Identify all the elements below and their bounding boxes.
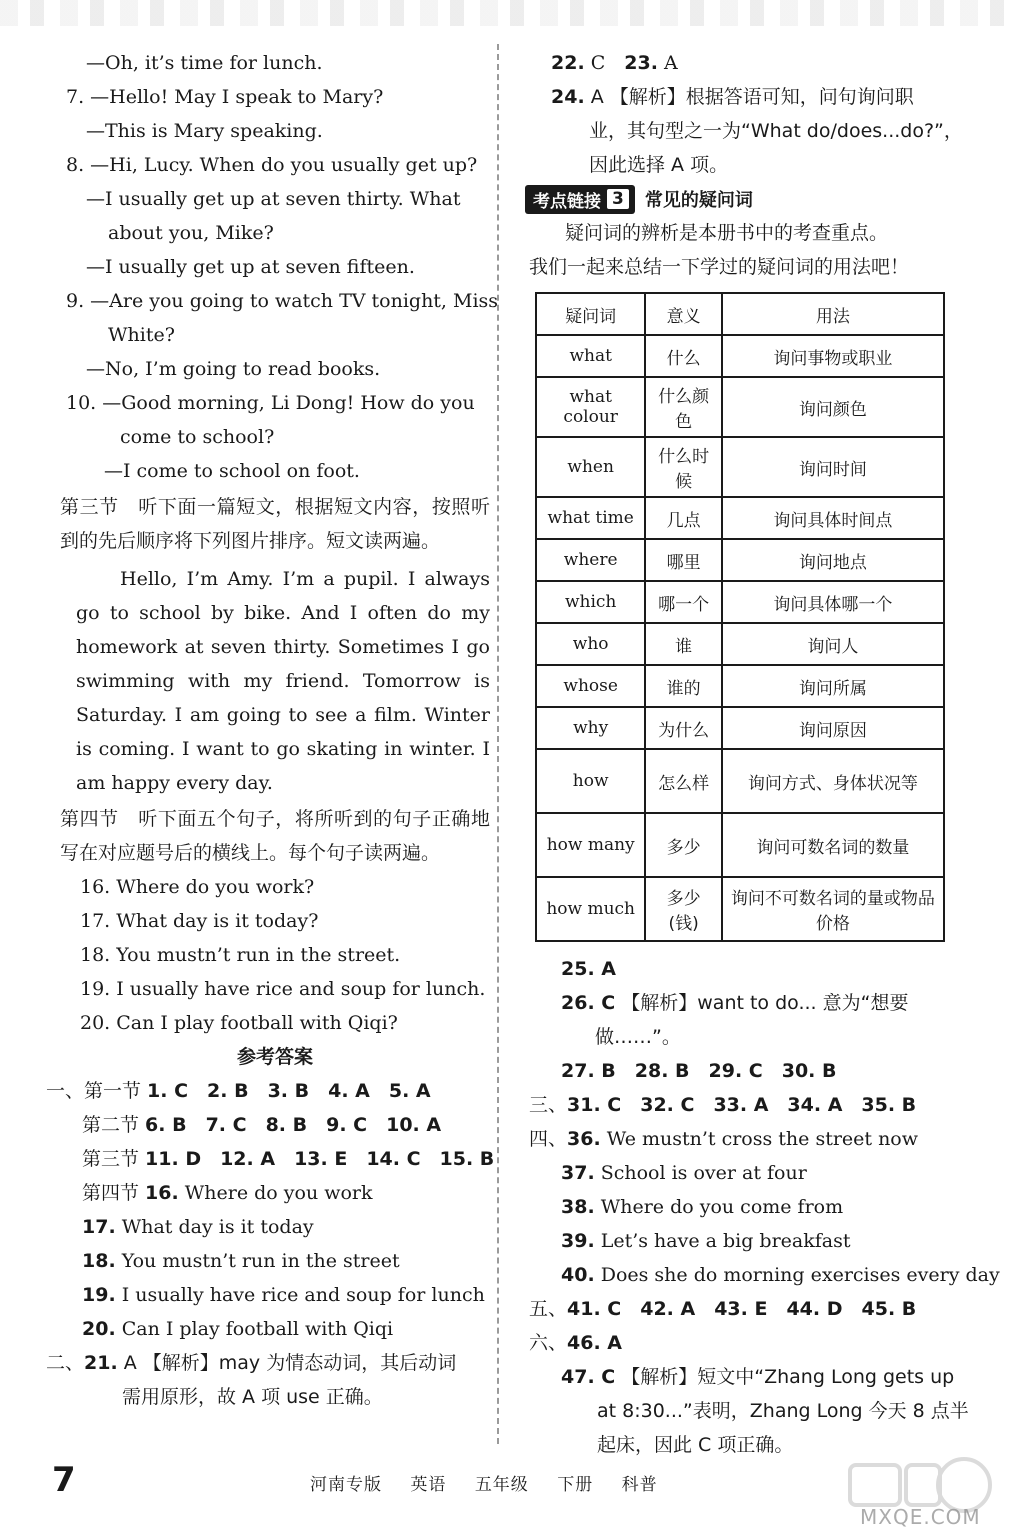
table-cell: 询问颜色 [722, 377, 944, 437]
answer-row: 一、第一节 1. C 2. B 3. B 4. A 5. A [46, 1080, 431, 1102]
watermark-text: MXQE.COM [860, 1505, 981, 1529]
answer-row: 起床，因此 C 项正确。 [597, 1434, 794, 1456]
table-cell: who [536, 623, 645, 665]
key-point-header [525, 182, 975, 216]
table-cell: 谁的 [645, 665, 721, 707]
answer-row: 24. A 【解析】根据答语可知，问句询问职 [551, 86, 914, 108]
dialogue-line: 7. —Hello! May I speak to Mary? [66, 86, 384, 108]
table-row [536, 813, 944, 877]
table-cell: how much [536, 877, 645, 941]
table-cell: 什么时候 [645, 437, 721, 497]
answer-row: 六、46. A [529, 1332, 622, 1354]
table-row [536, 581, 944, 623]
dialogue-line: 8. —Hi, Lucy. When do you usually get up? [66, 154, 478, 176]
table-header: 用法 [722, 293, 944, 335]
answer-row: 20. Can I play football with Qiqi [82, 1318, 394, 1340]
intro-text: 我们一起来总结一下学过的疑问词的用法吧！ [529, 256, 910, 278]
table-cell: 询问时间 [722, 437, 944, 497]
question-words-table [535, 292, 945, 942]
section-4-instruction: 第四节 听下面五个句子，将所听到的句子正确地写在对应题号后的横线上。每个句子读两遍。 [60, 808, 490, 864]
sentence-item: 19. I usually have rice and soup for lunch. [80, 978, 486, 1000]
table-cell: 询问方式、身体状况等 [722, 749, 944, 813]
dialogue-line: —I come to school on foot. [104, 460, 360, 482]
dialogue-line: —No, I’m going to read books. [86, 358, 381, 380]
section-3-instruction: 第三节 听下面一篇短文，根据短文内容，按照听到的先后顺序将下列图片排序。短文读两遍。 [60, 496, 490, 552]
answer-row: 二、21. A 【解析】may 为情态动词，其后动词 [46, 1352, 457, 1374]
answer-row: 39. Let’s have a big breakfast [561, 1230, 851, 1252]
table-cell: 哪一个 [645, 581, 721, 623]
table-cell: 为什么 [645, 707, 721, 749]
answer-row: 22. C 23. A [551, 52, 678, 74]
answers-title: 参考答案 [236, 1046, 313, 1068]
dialogue-line: 10. —Good morning, Li Dong! How do you [66, 392, 475, 414]
answer-row: 18. You mustn’t run in the street [82, 1250, 400, 1272]
column-divider [497, 44, 499, 1444]
footer-edition: 河南专版 [310, 1475, 382, 1495]
left-column [46, 46, 499, 1414]
answer-row: 27. B 28. B 29. C 30. B [561, 1060, 837, 1082]
sentence-item: 18. You mustn’t run in the street. [80, 944, 401, 966]
listening-passage: Hello, I’m Amy. I’m a pupil. I always go to school by bike. And I often do my homework at seven thirty. Sometimes I go swimming with my friend. Tomorrow is Saturday. I am going to see a film. Winter is coming. I want to go skating in winter. I am happy every day. [76, 568, 490, 794]
footer-publisher: 科普 [621, 1475, 658, 1495]
dialogue-line: —This is Mary speaking. [86, 120, 323, 142]
dialogue-line: —I usually get up at seven fifteen. [86, 256, 415, 278]
answer-row: 做……”。 [595, 1026, 681, 1048]
sentence-item: 16. Where do you work? [80, 876, 315, 898]
table-row [536, 707, 944, 749]
table-cell: 询问不可数名词的量或物品价格 [722, 877, 944, 941]
answer-row: 三、31. C 32. C 33. A 34. A 35. B [529, 1094, 917, 1116]
table-cell: 几点 [645, 497, 721, 539]
dialogue-line: White? [108, 324, 175, 346]
answer-row: 38. Where do you come from [561, 1196, 844, 1218]
answer-row: at 8:30...”表明，Zhang Long 今天 8 点半 [597, 1400, 969, 1422]
answer-row: 26. C 【解析】want to do... 意为“想要 [561, 992, 909, 1014]
table-header-row [536, 293, 944, 335]
table-cell: which [536, 581, 645, 623]
table-cell: 多少 [645, 813, 721, 877]
dialogue-line: 9. —Are you going to watch TV tonight, Miss [66, 290, 499, 312]
table-row [536, 749, 944, 813]
table-cell: how [536, 749, 645, 813]
table-cell: 怎么样 [645, 749, 721, 813]
table-cell: what [536, 335, 645, 377]
table-row [536, 377, 944, 437]
table-cell: 询问地点 [722, 539, 944, 581]
key-point-title: 常见的疑问词 [644, 190, 753, 211]
right-column [525, 46, 1000, 1462]
sentence-item: 17. What day is it today? [80, 910, 319, 932]
table-header: 疑问词 [536, 293, 645, 335]
answer-row: 47. C 【解析】短文中“Zhang Long gets up [561, 1366, 955, 1388]
answer-row: 40. Does she do morning exercises every day [561, 1264, 1000, 1286]
table-row [536, 497, 944, 539]
dialogue-line: about you, Mike? [108, 222, 274, 244]
answer-row: 五、41. C 42. A 43. E 44. D 45. B [529, 1298, 917, 1320]
answer-row: 第四节 16. Where do you work [82, 1182, 373, 1204]
footer-subject: 英语 [410, 1475, 447, 1495]
table-cell: why [536, 707, 645, 749]
table-cell: 哪里 [645, 539, 721, 581]
table-row [536, 437, 944, 497]
table-row [536, 665, 944, 707]
footer-grade: 五年级 [474, 1475, 529, 1495]
table-cell: whose [536, 665, 645, 707]
answer-row: 25. A [561, 958, 616, 980]
table-row [536, 335, 944, 377]
top-scan-band [0, 0, 1016, 26]
footer-volume: 下册 [557, 1475, 594, 1495]
answer-row: 需用原形，故 A 项 use 正确。 [122, 1386, 383, 1408]
dialogue-line: come to school? [120, 426, 275, 448]
table-cell: 询问具体时间点 [722, 497, 944, 539]
key-point-badge: 考点链接 3 [525, 185, 635, 214]
dialogue-line: —Oh, it’s time for lunch. [86, 52, 323, 74]
table-cell: 什么 [645, 335, 721, 377]
sentence-item: 20. Can I play football with Qiqi? [80, 1012, 398, 1034]
answer-row: 19. I usually have rice and soup for lunch [82, 1284, 485, 1306]
answer-row: 第三节 11. D 12. A 13. E 14. C 15. B [82, 1148, 495, 1170]
table-cell: 询问事物或职业 [722, 335, 944, 377]
table-cell: 询问具体哪一个 [722, 581, 944, 623]
table-row [536, 877, 944, 941]
answer-row: 四、36. We mustn’t cross the street now [529, 1128, 919, 1150]
page-number: 7 [52, 1460, 76, 1500]
footer-info [310, 1470, 680, 1495]
table-cell: when [536, 437, 645, 497]
table-cell: where [536, 539, 645, 581]
table-cell: 多少(钱) [645, 877, 721, 941]
table-row [536, 539, 944, 581]
answer-row: 业，其句型之一为“What do/does...do?”， [589, 120, 963, 142]
table-cell: 询问人 [722, 623, 944, 665]
table-cell: 询问可数名词的数量 [722, 813, 944, 877]
table-row [536, 623, 944, 665]
answer-row: 37. School is over at four [561, 1162, 807, 1184]
table-cell: what time [536, 497, 645, 539]
answer-row: 因此选择 A 项。 [589, 154, 729, 176]
table-cell: 询问原因 [722, 707, 944, 749]
table-cell: what colour [536, 377, 645, 437]
answer-row: 17. What day is it today [82, 1216, 314, 1238]
table-cell: 询问所属 [722, 665, 944, 707]
table-cell: how many [536, 813, 645, 877]
table-cell: 谁 [645, 623, 721, 665]
answer-row: 第二节 6. B 7. C 8. B 9. C 10. A [82, 1114, 442, 1136]
intro-text: 疑问词的辨析是本册书中的考查重点。 [565, 222, 889, 244]
table-header: 意义 [645, 293, 721, 335]
dialogue-line: —I usually get up at seven thirty. What [86, 188, 461, 210]
table-cell: 什么颜色 [645, 377, 721, 437]
